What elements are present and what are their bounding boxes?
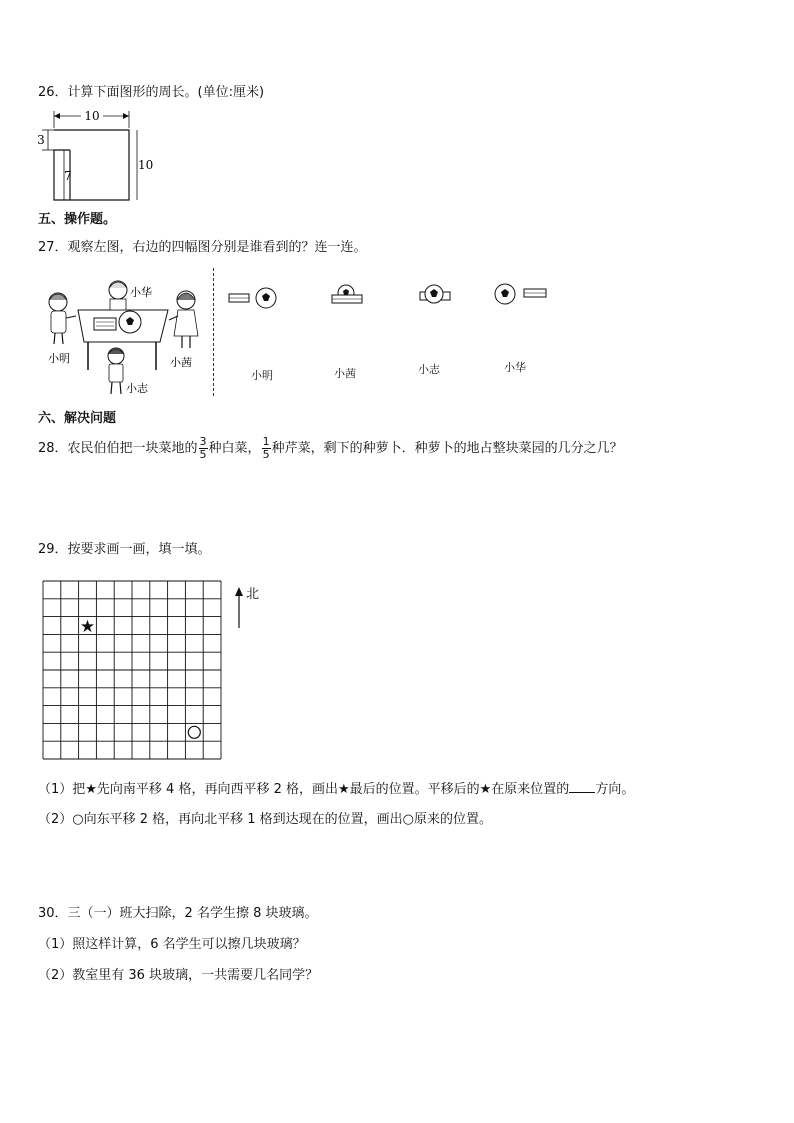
q29-text: 29．按要求画一画，填一填。 (38, 542, 211, 557)
q30-sub2: （2）教室里有 36 块玻璃，一共需要几名同学？ (38, 968, 319, 983)
box (94, 318, 116, 330)
q27-text: 27．观察左图，右边的四幅图分别是谁看到的？连一连。 (38, 240, 367, 255)
section-6-heading: 六、解决问题 (38, 411, 117, 426)
circle-marker-icon (188, 726, 200, 738)
q27-scene (38, 268, 218, 403)
fraction-one-fifth: $\frac{1}{5}$ (262, 435, 270, 461)
view-label-2: 小茜 (334, 367, 356, 380)
dashed-divider (213, 268, 214, 396)
q29-sub2: （2）○向东平移 2 格，再向北平移 1 格到达现在的位置，画出○原来的位置。 (38, 812, 493, 827)
label-left-top: 3 (37, 133, 45, 147)
view-label-1: 小明 (251, 369, 273, 382)
scene-label-xiaohua: 小华 (130, 286, 152, 299)
q29-sub1: （1）把★先向南平移 4 格，再向西平移 2 格，画出★最后的位置。平移后的★在原来位置的 方向。 (38, 782, 635, 797)
q30-text: 30．三（一）班大扫除，2 名学生擦 8 块玻璃。 (38, 906, 318, 921)
label-right: 10 (138, 158, 154, 172)
answer-blank[interactable] (569, 780, 595, 793)
q28-text: 28．农民伯伯把一块菜地的 $\frac{3}{5}$ 种白菜， $\frac{1}{5}$ 种芹菜，剩下的种萝卜．种萝卜的地占整块菜园的几分之几？ (38, 435, 623, 461)
view-label-3: 小志 (418, 363, 440, 376)
north-arrow-icon (232, 586, 246, 630)
label-top: 10 (84, 109, 100, 123)
section-5-heading: 五、操作题。 (38, 212, 117, 227)
north-label: 北 (246, 587, 260, 602)
q26-text: 26．计算下面图形的周长。(单位:厘米) (38, 85, 265, 100)
q26-figure (34, 108, 154, 208)
star-icon: ★ (79, 617, 96, 637)
scene-label-xiaozhi: 小志 (126, 382, 148, 395)
view-label-4: 小华 (504, 361, 526, 374)
label-left-bottom: 7 (64, 169, 72, 183)
scene-label-xiaoming: 小明 (48, 352, 70, 365)
q27-views (224, 283, 564, 313)
fraction-three-fifths: $\frac{3}{5}$ (199, 435, 207, 461)
scene-label-xiaoqian: 小茜 (170, 356, 192, 369)
q30-sub1: （1）照这样计算，6 名学生可以擦几块玻璃？ (38, 937, 306, 952)
q29-grid (38, 576, 228, 766)
l-shape-outline (54, 130, 129, 200)
